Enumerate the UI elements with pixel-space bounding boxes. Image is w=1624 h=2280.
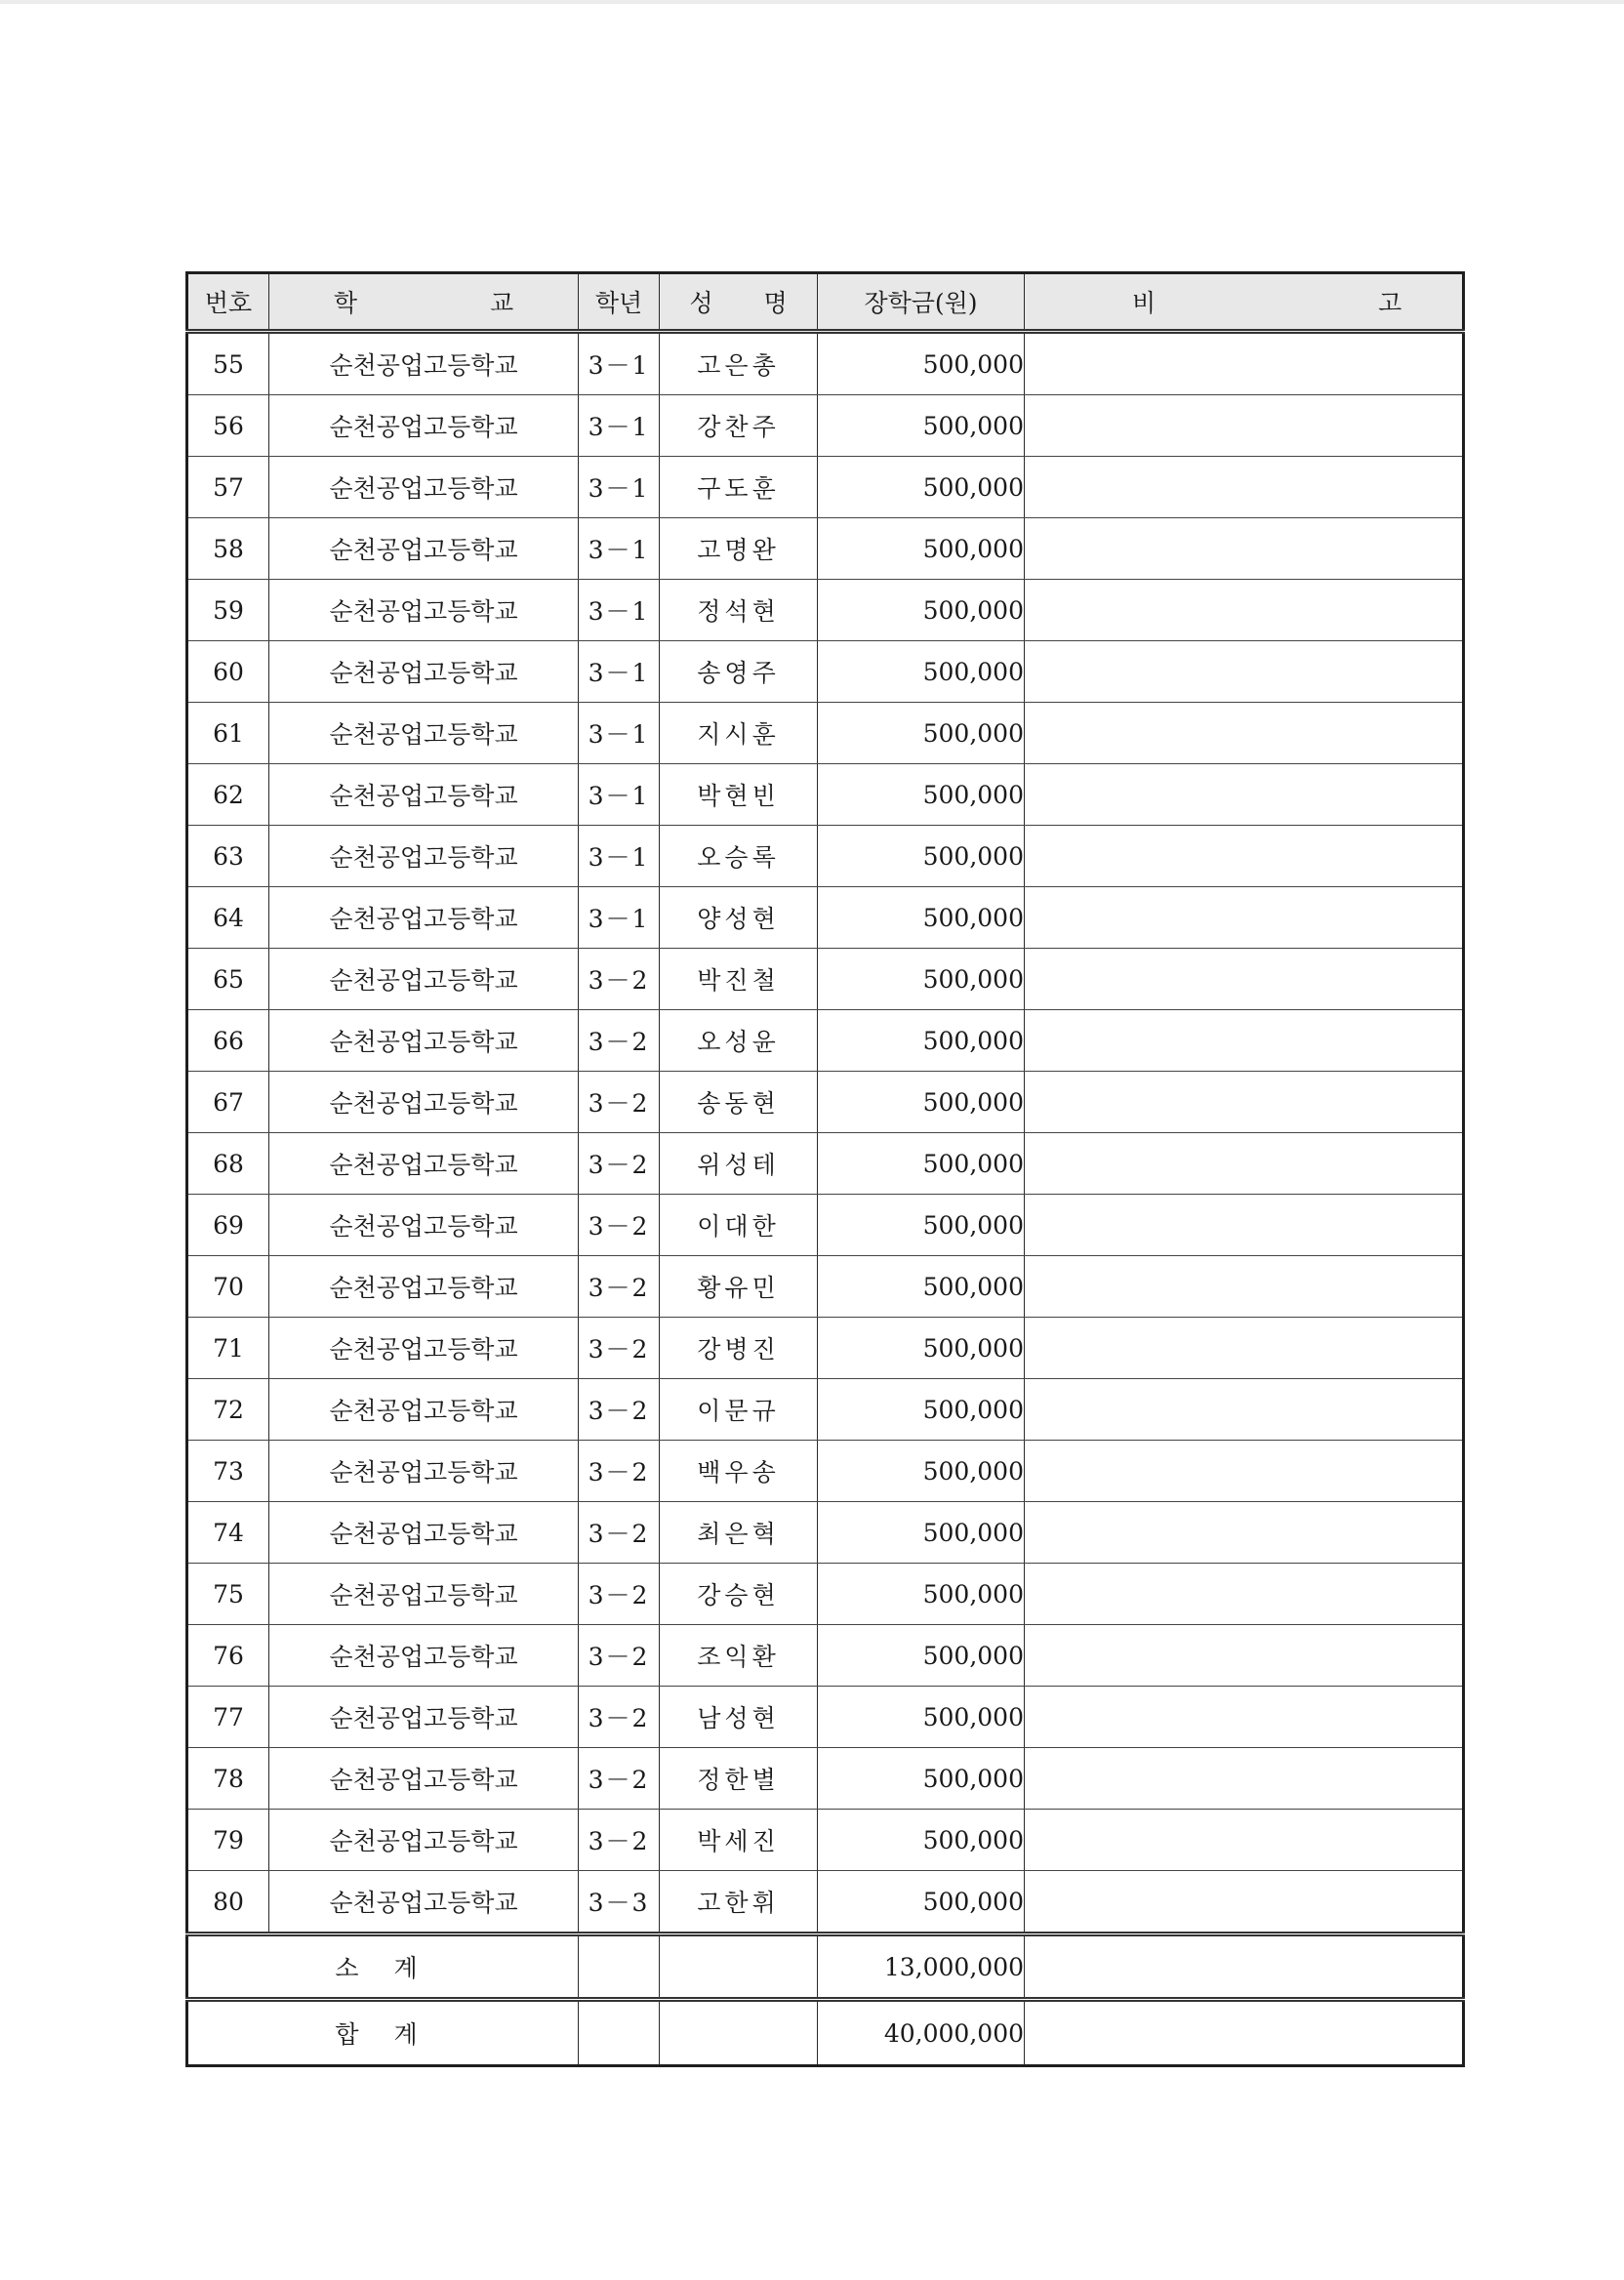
header-name-label: 성 명: [689, 289, 809, 317]
subtotal-label: 소 계: [187, 1934, 579, 2000]
row-school: 순천공업고등학교: [269, 887, 579, 949]
row-school: 순천공업고등학교: [269, 764, 579, 826]
row-student-name: 박진철: [660, 949, 818, 1010]
row-amount: 500,000: [818, 1748, 1025, 1810]
row-number: 58: [187, 518, 269, 580]
row-note: [1025, 1010, 1464, 1072]
table-row: [187, 826, 1464, 887]
row-amount: 500,000: [818, 580, 1025, 641]
row-number: 66: [187, 1010, 269, 1072]
row-amount: 500,000: [818, 1010, 1025, 1072]
row-student-name: 위성테: [660, 1133, 818, 1195]
row-student-name: 이문규: [660, 1379, 818, 1441]
table-row: [187, 1625, 1464, 1687]
subtotal-grade-empty: [579, 1934, 660, 2000]
page-top-edge: [0, 0, 1624, 4]
table-row: [187, 457, 1464, 518]
table-row: [187, 395, 1464, 457]
row-amount: 500,000: [818, 1687, 1025, 1748]
row-grade: 3－2: [579, 1687, 660, 1748]
table-row: [187, 1133, 1464, 1195]
row-school: 순천공업고등학교: [269, 518, 579, 580]
row-number: 77: [187, 1687, 269, 1748]
table-row: [187, 1687, 1464, 1748]
row-grade: 3－2: [579, 1133, 660, 1195]
row-number: 57: [187, 457, 269, 518]
table-row: [187, 1195, 1464, 1256]
row-amount: 500,000: [818, 395, 1025, 457]
row-amount: 500,000: [818, 1502, 1025, 1564]
row-note: [1025, 1625, 1464, 1687]
table-row: [187, 1441, 1464, 1502]
row-number: 60: [187, 641, 269, 703]
row-grade: 3－1: [579, 580, 660, 641]
row-number: 75: [187, 1564, 269, 1625]
row-student-name: 송영주: [660, 641, 818, 703]
row-note: [1025, 1810, 1464, 1871]
row-school: 순천공업고등학교: [269, 641, 579, 703]
row-school: 순천공업고등학교: [269, 332, 579, 395]
row-student-name: 박세진: [660, 1810, 818, 1871]
table-row: [187, 949, 1464, 1010]
row-note: [1025, 1195, 1464, 1256]
row-amount: 500,000: [818, 1318, 1025, 1379]
row-student-name: 오성윤: [660, 1010, 818, 1072]
row-student-name: 지시훈: [660, 703, 818, 764]
table-row: [187, 641, 1464, 703]
table-body: [187, 332, 1464, 1934]
row-student-name: 고한휘: [660, 1871, 818, 1934]
row-grade: 3－1: [579, 641, 660, 703]
row-number: 68: [187, 1133, 269, 1195]
row-school: 순천공업고등학교: [269, 949, 579, 1010]
row-note: [1025, 703, 1464, 764]
total-grade-empty: [579, 2000, 660, 2066]
table-row: [187, 1871, 1464, 1934]
table-row: [187, 1564, 1464, 1625]
table-row: [187, 703, 1464, 764]
row-number: 78: [187, 1748, 269, 1810]
row-number: 64: [187, 887, 269, 949]
row-note: [1025, 764, 1464, 826]
row-school: 순천공업고등학교: [269, 1625, 579, 1687]
row-note: [1025, 518, 1464, 580]
row-note: [1025, 395, 1464, 457]
header-grade: 학년: [579, 273, 660, 332]
row-grade: 3－2: [579, 1195, 660, 1256]
subtotal-name-empty: [660, 1934, 818, 2000]
row-amount: 500,000: [818, 1564, 1025, 1625]
row-school: 순천공업고등학교: [269, 1133, 579, 1195]
row-grade: 3－2: [579, 1625, 660, 1687]
row-number: 76: [187, 1625, 269, 1687]
row-student-name: 백우송: [660, 1441, 818, 1502]
header-school-label: 학 교: [333, 289, 577, 317]
row-school: 순천공업고등학교: [269, 1810, 579, 1871]
table-row: [187, 1010, 1464, 1072]
header-number: 번호: [187, 273, 269, 332]
row-note: [1025, 1133, 1464, 1195]
header-row: [187, 273, 1464, 332]
row-grade: 3－2: [579, 1564, 660, 1625]
table-row: [187, 1748, 1464, 1810]
row-grade: 3－2: [579, 1748, 660, 1810]
row-number: 56: [187, 395, 269, 457]
table-row: [187, 887, 1464, 949]
row-note: [1025, 826, 1464, 887]
row-amount: 500,000: [818, 1441, 1025, 1502]
row-grade: 3－1: [579, 457, 660, 518]
row-school: 순천공업고등학교: [269, 457, 579, 518]
row-school: 순천공업고등학교: [269, 703, 579, 764]
row-student-name: 강찬주: [660, 395, 818, 457]
row-student-name: 양성현: [660, 887, 818, 949]
table-row: [187, 1810, 1464, 1871]
subtotal-amount: 13,000,000: [818, 1934, 1025, 2000]
row-student-name: 정한별: [660, 1748, 818, 1810]
row-number: 79: [187, 1810, 269, 1871]
row-amount: 500,000: [818, 826, 1025, 887]
row-grade: 3－2: [579, 1379, 660, 1441]
row-amount: 500,000: [818, 1871, 1025, 1934]
row-amount: 500,000: [818, 1625, 1025, 1687]
row-amount: 500,000: [818, 1256, 1025, 1318]
row-number: 70: [187, 1256, 269, 1318]
total-amount: 40,000,000: [818, 2000, 1025, 2066]
row-amount: 500,000: [818, 641, 1025, 703]
row-grade: 3－1: [579, 703, 660, 764]
row-amount: 500,000: [818, 518, 1025, 580]
row-grade: 3－2: [579, 1810, 660, 1871]
row-grade: 3－1: [579, 826, 660, 887]
row-grade: 3－1: [579, 518, 660, 580]
row-number: 61: [187, 703, 269, 764]
header-note-label: 비 고: [1132, 289, 1510, 317]
row-school: 순천공업고등학교: [269, 1687, 579, 1748]
row-number: 71: [187, 1318, 269, 1379]
row-student-name: 고은총: [660, 332, 818, 395]
row-school: 순천공업고등학교: [269, 1195, 579, 1256]
table-row: [187, 1256, 1464, 1318]
total-note: [1025, 2000, 1464, 2066]
row-student-name: 황유민: [660, 1256, 818, 1318]
row-note: [1025, 1379, 1464, 1441]
row-student-name: 이대한: [660, 1195, 818, 1256]
row-student-name: 조익환: [660, 1625, 818, 1687]
subtotal-note: [1025, 1934, 1464, 2000]
row-grade: 3－1: [579, 764, 660, 826]
row-grade: 3－1: [579, 395, 660, 457]
row-student-name: 오승록: [660, 826, 818, 887]
row-note: [1025, 949, 1464, 1010]
row-school: 순천공업고등학교: [269, 580, 579, 641]
row-note: [1025, 1748, 1464, 1810]
row-student-name: 강병진: [660, 1318, 818, 1379]
row-student-name: 강승현: [660, 1564, 818, 1625]
row-amount: 500,000: [818, 1810, 1025, 1871]
row-note: [1025, 332, 1464, 395]
row-amount: 500,000: [818, 1133, 1025, 1195]
row-grade: 3－2: [579, 1256, 660, 1318]
row-school: 순천공업고등학교: [269, 1010, 579, 1072]
scholarship-table: [185, 271, 1510, 2067]
table-row: [187, 1318, 1464, 1379]
row-school: 순천공업고등학교: [269, 395, 579, 457]
row-amount: 500,000: [818, 764, 1025, 826]
row-note: [1025, 1871, 1464, 1934]
row-note: [1025, 887, 1464, 949]
row-number: 73: [187, 1441, 269, 1502]
row-school: 순천공업고등학교: [269, 1379, 579, 1441]
row-school: 순천공업고등학교: [269, 1564, 579, 1625]
table-footer: [187, 1934, 1464, 2066]
row-number: 80: [187, 1871, 269, 1934]
row-student-name: 남성현: [660, 1687, 818, 1748]
row-student-name: 최은혁: [660, 1502, 818, 1564]
row-amount: 500,000: [818, 887, 1025, 949]
row-note: [1025, 1072, 1464, 1133]
row-number: 72: [187, 1379, 269, 1441]
table-row: [187, 1379, 1464, 1441]
table-row: [187, 764, 1464, 826]
header-name: [660, 273, 818, 332]
total-label: 합 계: [187, 2000, 579, 2066]
row-number: 69: [187, 1195, 269, 1256]
row-amount: 500,000: [818, 949, 1025, 1010]
row-grade: 3－2: [579, 1010, 660, 1072]
header-school: [269, 273, 579, 332]
row-student-name: 송동현: [660, 1072, 818, 1133]
row-grade: 3－2: [579, 1502, 660, 1564]
row-number: 63: [187, 826, 269, 887]
row-school: 순천공업고등학교: [269, 1871, 579, 1934]
table-row: [187, 332, 1464, 395]
row-note: [1025, 580, 1464, 641]
total-name-empty: [660, 2000, 818, 2066]
row-number: 67: [187, 1072, 269, 1133]
row-note: [1025, 1318, 1464, 1379]
table-header: [187, 273, 1510, 332]
table-row: [187, 1072, 1464, 1133]
row-school: 순천공업고등학교: [269, 1318, 579, 1379]
total-row: [187, 2000, 1464, 2066]
row-student-name: 구도훈: [660, 457, 818, 518]
row-number: 59: [187, 580, 269, 641]
row-amount: 500,000: [818, 1072, 1025, 1133]
row-note: [1025, 1564, 1464, 1625]
table-row: [187, 580, 1464, 641]
row-grade: 3－1: [579, 332, 660, 395]
row-school: 순천공업고등학교: [269, 1072, 579, 1133]
header-note: [1025, 273, 1510, 332]
row-grade: 3－3: [579, 1871, 660, 1934]
header-amount: 장학금(원): [818, 273, 1025, 332]
row-note: [1025, 457, 1464, 518]
row-amount: 500,000: [818, 703, 1025, 764]
row-number: 62: [187, 764, 269, 826]
row-school: 순천공업고등학교: [269, 1441, 579, 1502]
row-note: [1025, 641, 1464, 703]
row-note: [1025, 1441, 1464, 1502]
row-note: [1025, 1502, 1464, 1564]
subtotal-row: [187, 1934, 1464, 2000]
row-number: 74: [187, 1502, 269, 1564]
row-school: 순천공업고등학교: [269, 826, 579, 887]
row-student-name: 정석현: [660, 580, 818, 641]
row-amount: 500,000: [818, 332, 1025, 395]
table-row: [187, 1502, 1464, 1564]
row-amount: 500,000: [818, 1379, 1025, 1441]
row-school: 순천공업고등학교: [269, 1502, 579, 1564]
row-number: 65: [187, 949, 269, 1010]
row-student-name: 고명완: [660, 518, 818, 580]
row-grade: 3－2: [579, 1441, 660, 1502]
row-student-name: 박현빈: [660, 764, 818, 826]
row-school: 순천공업고등학교: [269, 1256, 579, 1318]
table-row: [187, 518, 1464, 580]
row-school: 순천공업고등학교: [269, 1748, 579, 1810]
row-note: [1025, 1687, 1464, 1748]
row-number: 55: [187, 332, 269, 395]
row-note: [1025, 1256, 1464, 1318]
row-grade: 3－2: [579, 949, 660, 1010]
row-grade: 3－2: [579, 1318, 660, 1379]
row-amount: 500,000: [818, 457, 1025, 518]
row-grade: 3－2: [579, 1072, 660, 1133]
row-amount: 500,000: [818, 1195, 1025, 1256]
row-grade: 3－1: [579, 887, 660, 949]
